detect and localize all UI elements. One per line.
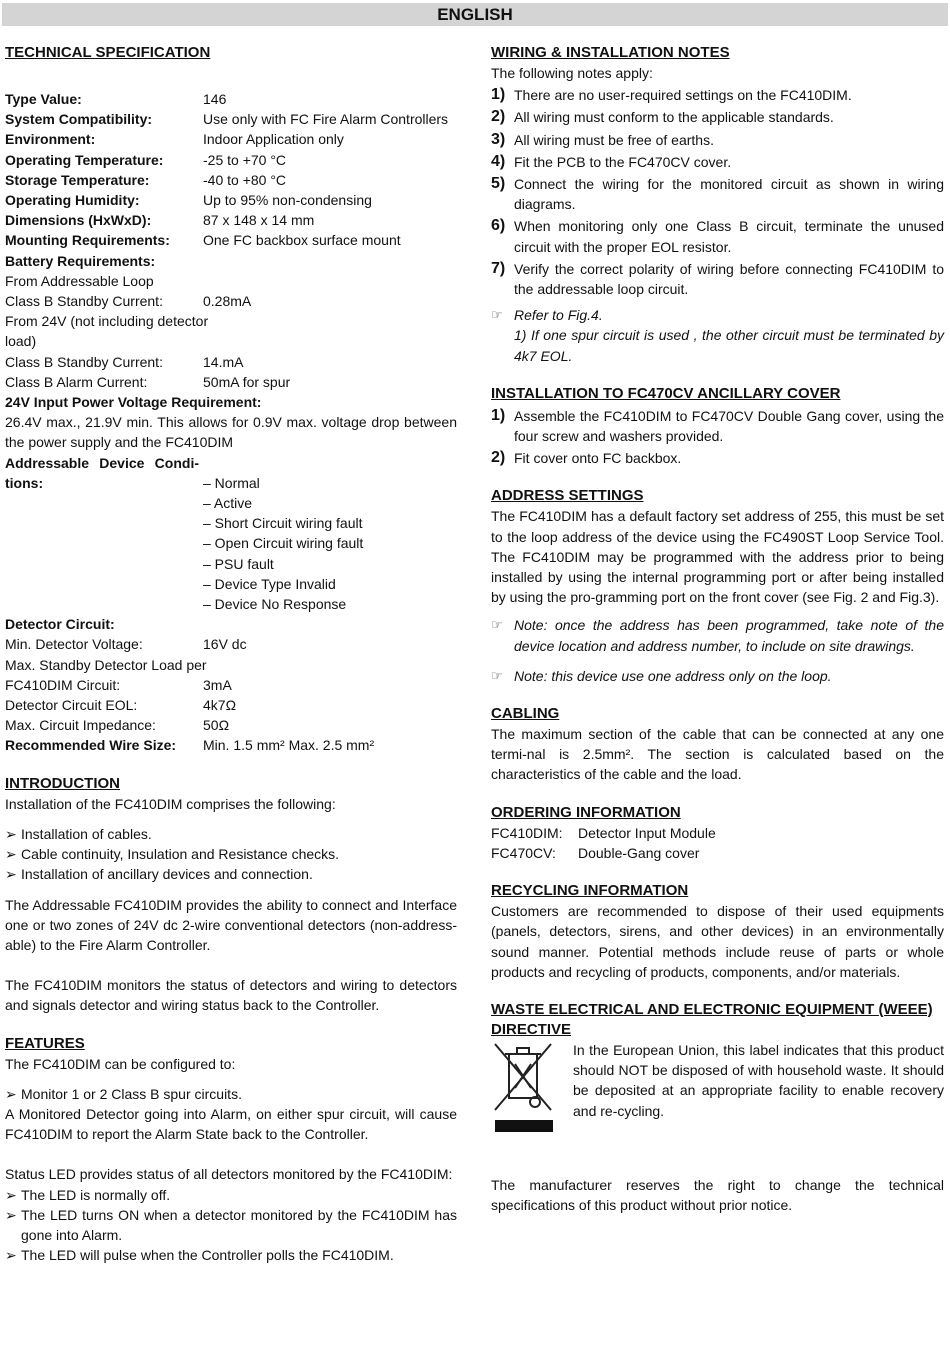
condition-item: – Device Type Invalid — [203, 575, 336, 592]
list-item — [5, 1245, 457, 1265]
condition-item: – PSU fault — [203, 555, 274, 572]
spec-value: 87 x 148 x 14 mm — [203, 212, 315, 229]
item-number: 2) — [491, 449, 506, 467]
spec-label: Mounting Requirements: — [5, 232, 170, 249]
spec-row — [5, 109, 457, 129]
conditions-list — [203, 453, 457, 615]
product-code: FC470CV: — [491, 844, 556, 861]
features-title: FEATURES — [5, 1034, 85, 1052]
item-text: When monitoring only one Class B circuit, terminate the unused circuit with the proper EOL resistor. — [514, 218, 944, 255]
arrowhead-bullet-icon: ➢ — [5, 1247, 17, 1264]
spec-value: Use only with FC Fire Alarm Controllers — [203, 111, 449, 128]
item-text: Assemble the FC410DIM to FC470CV Double Gang cover, using the four screw and washers provided. — [514, 407, 944, 445]
ordering-table — [491, 823, 944, 863]
item-text: Verify the correct polarity of wiring before connecting FC410DIM to the addressable loop circuit. — [514, 260, 944, 298]
spec-table — [5, 89, 457, 251]
note: ☞ Refer to Fig.4. 1) If one spur circuit is used , the other circuit must be terminated by 4k7 EOL. — [491, 305, 944, 366]
installation-title: INSTALLATION TO FC470CV ANCILLARY COVER — [491, 384, 841, 402]
wiring-lead: The following notes apply: — [491, 65, 653, 81]
intro-paragraph: The FC410DIM monitors the status of detectors and wiring to detectors and signals detector and wiring status back to the Controller. — [5, 977, 457, 1014]
list-item-text: The LED will pulse when the Controller polls the FC410DIM. — [21, 1247, 394, 1264]
item-text: Connect the wiring for the monitored circuit as shown in wiring diagrams. — [514, 176, 944, 213]
wiring-title: WIRING & INSTALLATION NOTES — [491, 44, 730, 61]
list-item-text: Installation of ancillary devices and connection. — [21, 866, 313, 883]
numbered-item — [491, 406, 944, 446]
spec-value: Up to 95% non-condensing — [203, 192, 372, 209]
spec-row — [5, 170, 457, 190]
weee-text: In the European Union, this label indicates that this product should NOT be disposed of with household waste. It should be deposited at an appropriate facility to enable recovery and re-cycling. — [573, 1041, 944, 1119]
led-bullet-list — [5, 1185, 457, 1266]
item-number: 5) — [491, 175, 506, 193]
pointing-hand-icon: ☞ — [491, 307, 503, 323]
recycling-text: Customers are recommended to dispose of their used equipments (panels, detectors, sirens, and other devices) in an environmentally sound manner. Potential methods include reuse of parts or whole products and recycling of products, components, and/or materials. — [491, 903, 944, 980]
weee-title-cont: DIRECTIVE — [491, 1020, 572, 1038]
condition-item: – Device No Response — [203, 596, 347, 613]
spec-label: Dimensions (HxWxD): — [5, 212, 152, 229]
power-text: 26.4V max., 21.9V min. This allows for 0.9V max. voltage drop between the power supply and the FC410DIM — [5, 414, 457, 451]
numbered-item — [491, 448, 944, 468]
arrowhead-bullet-icon: ➢ — [5, 825, 17, 842]
spec-row — [5, 190, 457, 210]
intro-bullet-list — [5, 824, 457, 885]
spec-value: -25 to +70 °C — [203, 151, 287, 168]
item-number: 3) — [491, 130, 506, 148]
item-number: 2) — [491, 108, 506, 126]
numbered-item — [491, 174, 944, 214]
spec-value: One FC backbox surface mount — [203, 232, 401, 249]
spec-row — [5, 129, 457, 149]
list-item: ➢ Monitor 1 or 2 Class B spur circuits. — [5, 1084, 457, 1104]
note: ☞ Note: this device use one address only on the loop. — [491, 666, 944, 686]
installation-list — [491, 406, 944, 469]
spec-row: Max. Circuit Impedance: 50Ω — [5, 717, 230, 734]
product-code: FC410DIM: — [491, 824, 563, 841]
features-lead: The FC410DIM can be configured to: — [5, 1055, 236, 1072]
spec-row: Class B Standby Current: 0.28mA — [5, 293, 252, 310]
list-item — [5, 864, 457, 884]
list-item-text: The LED is normally off. — [21, 1186, 171, 1203]
product-description: Double-Gang cover — [578, 844, 700, 861]
spec-row — [5, 210, 457, 230]
address-text: The FC410DIM has a default factory set address of 255, this must be set to the loop address of the device using the FC490ST Loop Service Tool. The FC410DIM may be programmed with the address prior to being installed by using the internal programming port or after being installed by using the pro-gramming port on the front cover (see Fig. 2 and Fig.3). — [491, 508, 944, 606]
wiring-list — [491, 85, 944, 299]
weee-block — [491, 1040, 944, 1135]
condition-item: – Normal — [203, 474, 260, 491]
list-item — [5, 824, 457, 844]
numbered-item — [491, 152, 944, 172]
intro-paragraph: The Addressable FC410DIM provides the ability to connect and Interface one or two zones of 24V dc 2-wire conventional detectors (non-address-able) to the Fire Alarm Controller. — [5, 896, 457, 953]
spec-label: Operating Humidity: — [5, 192, 140, 209]
list-item-text: Installation of cables. — [21, 825, 152, 842]
spec-value: -40 to +80 °C — [203, 171, 287, 188]
numbered-item — [491, 85, 944, 105]
spec-label: Storage Temperature: — [5, 171, 150, 188]
list-item — [5, 844, 457, 864]
footer-text: The manufacturer reserves the right to change the technical specifications of this product without prior notice. — [491, 1176, 944, 1214]
item-text: Fit the PCB to the FC470CV cover. — [514, 153, 732, 170]
conditions-block: Addressable Device Condi- tions: – Normal – Active – Short Circuit wiring fault – Open Circuit wiring fault – PSU fault – Device Type Invalid – Device No Response — [5, 453, 457, 615]
list-item-text: Cable continuity, Insulation and Resistance checks. — [21, 846, 340, 863]
condition-item: – Open Circuit wiring fault — [203, 535, 364, 552]
from-loop-label: From Addressable Loop — [5, 272, 154, 289]
spec-row: Recommended Wire Size: Min. 1.5 mm² Max. 2.5 mm² — [5, 737, 375, 754]
list-item — [5, 1205, 457, 1245]
spec-row: FC410DIM Circuit: 3mA — [5, 676, 232, 693]
ordering-title: ORDERING INFORMATION — [491, 803, 681, 821]
pointing-hand-icon: ☞ — [491, 617, 503, 633]
spec-label: Environment: — [5, 131, 96, 148]
item-text: All wiring must conform to the applicable standards. — [514, 109, 834, 126]
spec-value: 146 — [203, 91, 227, 107]
item-number: 1) — [491, 406, 506, 424]
note: ☞ Note: once the address has been programmed, take note of the device location and address number, to include on site drawings. — [491, 615, 944, 655]
crossed-out-wheelie-bin-icon — [491, 1040, 573, 1135]
list-item — [5, 1185, 457, 1205]
spec-label: Operating Temperature: — [5, 151, 164, 168]
numbered-item — [491, 130, 944, 150]
spec-value: Indoor Application only — [203, 131, 344, 148]
power-title: 24V Input Power Voltage Requirement: — [5, 394, 262, 411]
address-title: ADDRESS SETTINGS — [491, 487, 644, 505]
spec-row: Detector Circuit EOL: 4k7Ω — [5, 697, 237, 714]
arrowhead-bullet-icon: ➢ — [5, 846, 17, 863]
spec-title: TECHNICAL SPECIFICATION — [5, 44, 211, 61]
intro-title: INTRODUCTION — [5, 774, 120, 792]
arrowhead-bullet-icon: ➢ — [5, 1186, 17, 1203]
condition-item: – Short Circuit wiring fault — [203, 515, 363, 532]
ordering-row — [491, 843, 944, 863]
features-paragraph: A Monitored Detector going into Alarm, on either spur circuit, will cause FC410DIM to report the Alarm State back to the Controller. — [5, 1105, 457, 1143]
battery-title: Battery Requirements: — [5, 252, 156, 269]
language-header: ENGLISH — [2, 3, 948, 26]
item-number: 6) — [491, 217, 506, 235]
item-number: 7) — [491, 259, 506, 277]
spec-label: Type Value: — [5, 91, 82, 107]
from-24v-label-cont: load) — [5, 333, 37, 350]
arrowhead-bullet-icon: ➢ — [5, 1206, 17, 1223]
left-column — [5, 43, 457, 1265]
spec-row — [5, 89, 457, 109]
item-number: 4) — [491, 152, 506, 170]
condition-item: – Active — [203, 495, 253, 512]
spec-row — [5, 150, 457, 170]
numbered-item — [491, 107, 944, 127]
intro-lead: Installation of the FC410DIM comprises the following: — [5, 795, 336, 812]
right-column — [491, 43, 944, 1215]
spec-row: Class B Standby Current: 14.mA — [5, 353, 244, 370]
detector-title: Detector Circuit: — [5, 616, 115, 633]
from-24v-label: From 24V (not including detector — [5, 313, 209, 330]
product-description: Detector Input Module — [578, 824, 716, 841]
list-item-text: The LED turns ON when a detector monitored by the FC410DIM has gone into Alarm. — [21, 1206, 457, 1243]
features-paragraph: Status LED provides status of all detectors monitored by the FC410DIM: — [5, 1166, 453, 1183]
item-number: 1) — [491, 86, 506, 104]
item-text: All wiring must be free of earths. — [514, 131, 714, 148]
item-text: Fit cover onto FC backbox. — [514, 450, 682, 467]
arrowhead-bullet-icon: ➢ — [5, 1085, 17, 1102]
weee-title: WASTE ELECTRICAL AND ELECTRONIC EQUIPMENT (WEEE) — [491, 1000, 933, 1018]
spec-row: Min. Detector Voltage: 16V dc — [5, 636, 247, 653]
cabling-title: CABLING — [491, 705, 560, 723]
ordering-row — [491, 823, 944, 843]
spec-label: System Compatibility: — [5, 111, 153, 128]
arrowhead-bullet-icon: ➢ — [5, 866, 17, 883]
spec-row — [5, 230, 457, 250]
item-text: There are no user-required settings on the FC410DIM. — [514, 87, 852, 104]
cabling-text: The maximum section of the cable that can be connected at any one termi-nal is 2.5mm². The section is calculated based on the characteristics of the cable and the load. — [491, 726, 944, 783]
pointing-hand-icon: ☞ — [491, 667, 503, 683]
recycling-title: RECYCLING INFORMATION — [491, 882, 689, 900]
spec-row: Class B Alarm Current: 50mA for spur — [5, 373, 291, 390]
numbered-item — [491, 259, 944, 299]
numbered-item — [491, 216, 944, 256]
max-standby-label: Max. Standby Detector Load per — [5, 656, 207, 673]
